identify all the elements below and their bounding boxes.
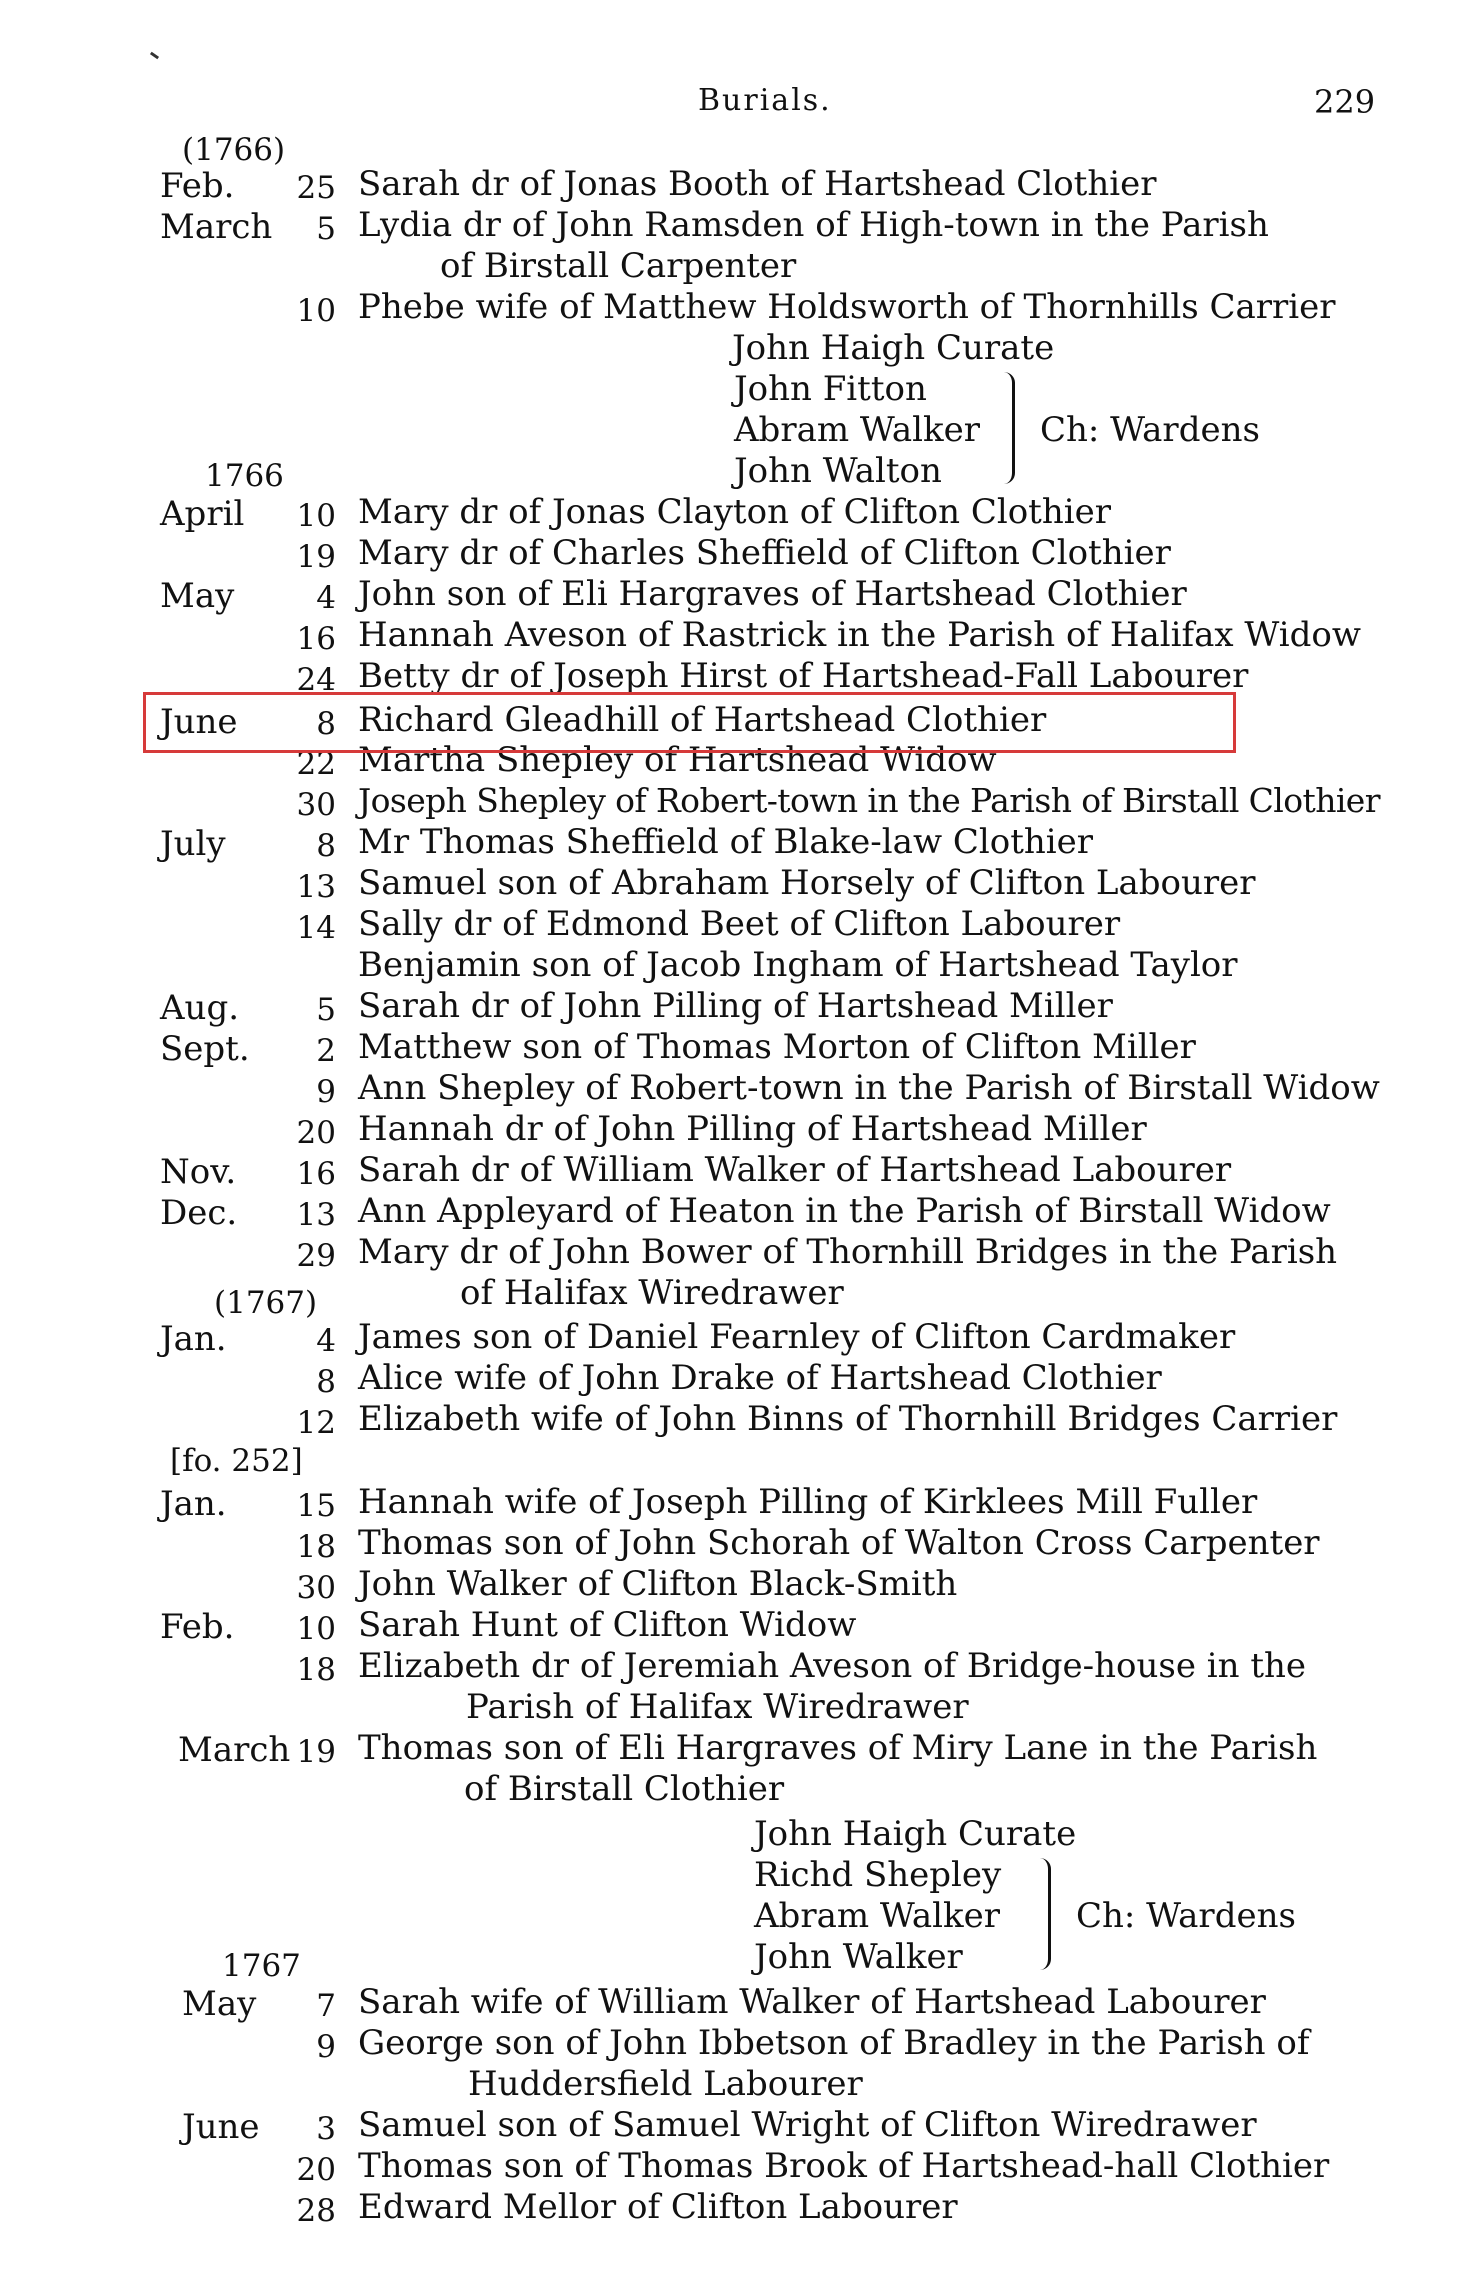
entry-text: John son of Eli Hargraves of Hartshead Clothier <box>358 574 1187 614</box>
burial-entry <box>0 900 1467 946</box>
entry-day: 5 <box>316 992 336 1028</box>
entry-text: Mary dr of John Bower of Thornhill Bridges in the Parish <box>358 1232 1338 1272</box>
burial-entry <box>0 982 1467 1028</box>
entry-day: 8 <box>316 828 336 864</box>
entry-text: George son of John Ibbetson of Bradley in the Parish of <box>358 2023 1310 2063</box>
burial-entry <box>0 736 1467 782</box>
entry-day: 29 <box>296 1238 336 1274</box>
entry-month: May <box>182 1984 257 2024</box>
entry-month: March <box>178 1730 291 1770</box>
burial-entry <box>0 1105 1467 1151</box>
entry-text: Sarah Hunt of Clifton Widow <box>358 1605 857 1645</box>
entry-text: Phebe wife of Matthew Holdsworth of Thornhills Carrier <box>358 287 1336 327</box>
entry-text: Sarah dr of William Walker of Hartshead Labourer <box>358 1150 1232 1190</box>
entry-text-continuation: of Birstall Carpenter <box>440 246 797 286</box>
burial-entry <box>0 1354 1467 1400</box>
burial-entry <box>0 1978 1467 2024</box>
entry-month: Sept. <box>160 1029 250 1069</box>
wardens-label: Ch: Wardens <box>1076 1896 1296 1936</box>
entry-day: 7 <box>316 1988 336 2024</box>
entry-text: Sally dr of Edmond Beet of Clifton Labourer <box>358 904 1121 944</box>
entry-text-continuation: Huddersfield Labourer <box>468 2064 863 2104</box>
brace-mark <box>1040 1858 1051 1970</box>
curate-signature: John Haigh Curate <box>732 328 1055 368</box>
burial-entry <box>0 2019 1467 2065</box>
burial-entry <box>0 2142 1467 2188</box>
warden-name: John Walton <box>734 451 942 491</box>
entry-month: May <box>160 576 235 616</box>
entry-day: 4 <box>316 580 336 616</box>
entry-text: Elizabeth dr of Jeremiah Aveson of Bridge-house in the <box>358 1646 1307 1686</box>
burial-entry <box>0 488 1467 534</box>
year-label: 1767 <box>222 1948 301 1984</box>
warden-name: John Walker <box>754 1937 963 1977</box>
entry-day: 2 <box>316 1033 336 1069</box>
entry-text: John Walker of Clifton Black-Smith <box>358 1564 958 1604</box>
burial-entry <box>0 283 1467 329</box>
burial-entry <box>0 160 1467 206</box>
entry-day: 30 <box>296 787 336 823</box>
entry-day: 25 <box>296 170 336 206</box>
entry-day: 20 <box>296 1115 336 1151</box>
entry-month: June <box>160 702 238 742</box>
burial-entry <box>0 1560 1467 1606</box>
entry-month: March <box>160 207 273 247</box>
burial-entry <box>0 652 1467 698</box>
entry-day: 18 <box>296 1529 336 1565</box>
burial-entry <box>0 1146 1467 1192</box>
burial-entry <box>0 1478 1467 1524</box>
burial-entry <box>0 1187 1467 1233</box>
burial-entry <box>0 570 1467 616</box>
entry-month: July <box>160 824 226 864</box>
entry-text: Mary dr of Jonas Clayton of Clifton Clothier <box>358 492 1111 532</box>
warden-name: John Fitton <box>734 369 927 409</box>
burial-entry <box>0 1228 1467 1274</box>
burial-entry <box>0 1642 1467 1688</box>
entry-text: Hannah dr of John Pilling of Hartshead Miller <box>358 1109 1147 1149</box>
entry-day: 9 <box>316 2029 336 2065</box>
entry-month: Nov. <box>160 1152 237 1192</box>
year-label: (1767) <box>214 1285 318 1321</box>
entry-day: 3 <box>316 2111 336 2147</box>
entry-text: Samuel son of Abraham Horsely of Clifton Labourer <box>358 863 1256 903</box>
year-label: 1766 <box>205 458 284 494</box>
warden-name: Abram Walker <box>754 1896 1001 1936</box>
entry-day: 13 <box>296 869 336 905</box>
entry-day: 20 <box>296 2152 336 2188</box>
entry-continuation <box>0 1683 1467 1727</box>
entry-text: Thomas son of John Schorah of Walton Cross Carpenter <box>358 1523 1320 1563</box>
brace-mark <box>1004 372 1015 484</box>
burial-entry <box>0 1601 1467 1647</box>
entry-text-continuation: of Halifax Wiredrawer <box>460 1273 844 1313</box>
entry-day: 19 <box>296 1734 336 1770</box>
folio-marker: [fo. 252] <box>170 1443 303 1479</box>
entry-day: 13 <box>296 1197 336 1233</box>
entry-text: Sarah wife of William Walker of Hartshead Labourer <box>358 1982 1266 2022</box>
entry-day: 10 <box>296 498 336 534</box>
entry-day: 9 <box>316 1074 336 1110</box>
burial-entry <box>0 201 1467 247</box>
burial-entry <box>0 611 1467 657</box>
curate-signature: John Haigh Curate <box>754 1814 1077 1854</box>
page-number: 229 <box>1314 83 1376 121</box>
margin-mark <box>150 52 159 60</box>
entry-text: Hannah wife of Joseph Pilling of Kirklees Mill Fuller <box>358 1482 1258 1522</box>
entry-day: 19 <box>296 539 336 575</box>
burial-entry <box>0 1395 1467 1441</box>
entry-text: Sarah dr of John Pilling of Hartshead Miller <box>358 986 1113 1026</box>
entry-text-continuation: Parish of Halifax Wiredrawer <box>466 1687 969 1727</box>
entry-text: Lydia dr of John Ramsden of High-town in the Parish <box>358 205 1269 245</box>
burial-entry <box>0 1519 1467 1565</box>
warden-name: Richd Shepley <box>754 1855 1002 1895</box>
entry-month: Feb. <box>160 166 235 206</box>
burial-entry <box>0 529 1467 575</box>
entry-text: Benjamin son of Jacob Ingham of Hartshead Taylor <box>358 945 1238 985</box>
entry-day: 14 <box>296 910 336 946</box>
entry-day: 18 <box>296 1652 336 1688</box>
running-header: Burials. <box>698 83 832 118</box>
entry-text: Mary dr of Charles Sheffield of Clifton Clothier <box>358 533 1171 573</box>
entry-month: June <box>182 2107 260 2147</box>
entry-month: Jan. <box>160 1319 227 1359</box>
entry-text: Richard Gleadhill of Hartshead Clothier <box>358 700 1047 740</box>
burial-entry <box>0 1724 1467 1770</box>
entry-day: 4 <box>316 1323 336 1359</box>
entry-text: Mr Thomas Sheffield of Blake-law Clothier <box>358 822 1094 862</box>
entry-text: Martha Shepley of Hartshead Widow <box>358 740 997 780</box>
entry-continuation <box>0 2060 1467 2104</box>
entry-day: 24 <box>296 662 336 698</box>
entry-text: Edward Mellor of Clifton Labourer <box>358 2187 958 2227</box>
entry-text: Thomas son of Thomas Brook of Hartshead-hall Clothier <box>358 2146 1330 2186</box>
burial-entry <box>0 1023 1467 1069</box>
entry-text: Betty dr of Joseph Hirst of Hartshead-Fall Labourer <box>358 656 1249 696</box>
entry-text: Samuel son of Samuel Wright of Clifton Wiredrawer <box>358 2105 1257 2145</box>
burial-entry <box>0 777 1467 823</box>
entry-day: 16 <box>296 1156 336 1192</box>
entry-day: 22 <box>296 746 336 782</box>
burial-entry <box>0 2101 1467 2147</box>
entry-text: Thomas son of Eli Hargraves of Miry Lane in the Parish <box>358 1728 1318 1768</box>
entry-text: Hannah Aveson of Rastrick in the Parish of Halifax Widow <box>358 615 1361 655</box>
entry-text: Elizabeth wife of John Binns of Thornhill Bridges Carrier <box>358 1399 1338 1439</box>
entry-day: 28 <box>296 2193 336 2229</box>
burial-entry <box>0 1313 1467 1359</box>
entry-text: Matthew son of Thomas Morton of Clifton Miller <box>358 1027 1196 1067</box>
burial-entry <box>0 2183 1467 2229</box>
entry-text: Ann Appleyard of Heaton in the Parish of Birstall Widow <box>358 1191 1331 1231</box>
burial-entry <box>0 859 1467 905</box>
entry-continuation <box>0 242 1467 286</box>
burial-entry <box>0 818 1467 864</box>
burial-entry <box>0 941 1467 985</box>
entry-text-continuation: of Birstall Clothier <box>464 1769 785 1809</box>
entry-day: 8 <box>316 706 336 742</box>
entry-day: 10 <box>296 1611 336 1647</box>
entry-text: Alice wife of John Drake of Hartshead Clothier <box>358 1358 1162 1398</box>
year-label: (1766) <box>182 132 286 168</box>
entry-day: 8 <box>316 1364 336 1400</box>
entry-day: 10 <box>296 293 336 329</box>
entry-continuation <box>0 1765 1467 1809</box>
entry-month: April <box>160 494 245 534</box>
entry-text: Sarah dr of Jonas Booth of Hartshead Clothier <box>358 164 1157 204</box>
entry-day: 15 <box>296 1488 336 1524</box>
burial-entry-highlighted <box>0 696 1467 742</box>
burial-entry <box>0 1064 1467 1110</box>
entry-day: 5 <box>316 211 336 247</box>
entry-text: Ann Shepley of Robert-town in the Parish of Birstall Widow <box>358 1068 1380 1108</box>
entry-day: 16 <box>296 621 336 657</box>
entry-month: Jan. <box>160 1484 227 1524</box>
entry-day: 12 <box>296 1405 336 1441</box>
entry-text: James son of Daniel Fearnley of Clifton Cardmaker <box>358 1317 1236 1357</box>
entry-month: Aug. <box>160 988 240 1028</box>
entry-month: Dec. <box>160 1193 238 1233</box>
warden-name: Abram Walker <box>734 410 981 450</box>
entry-text: Joseph Shepley of Robert-town in the Parish of Birstall Clothier <box>358 781 1380 820</box>
entry-day: 30 <box>296 1570 336 1606</box>
entry-month: Feb. <box>160 1607 235 1647</box>
wardens-label: Ch: Wardens <box>1040 410 1260 450</box>
